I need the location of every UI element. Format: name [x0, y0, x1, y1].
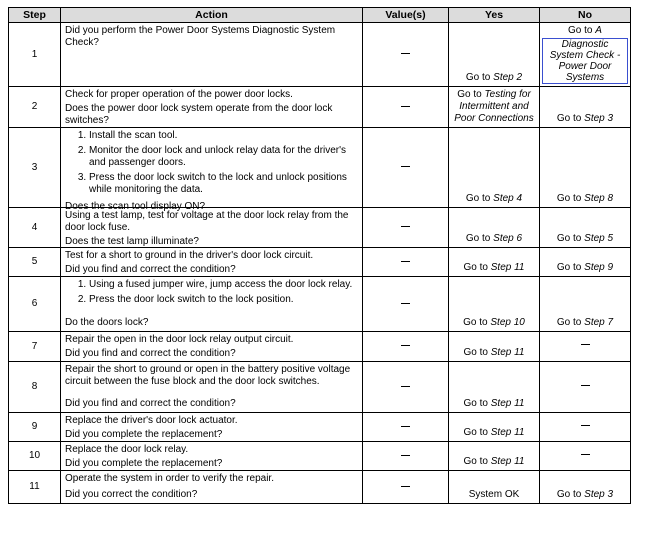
no-cell: [540, 87, 631, 128]
action-instructions: [65, 473, 358, 485]
value-cell: [363, 248, 449, 277]
action-instructions: [65, 210, 358, 234]
action-cell: [61, 413, 363, 442]
action-instructions: [65, 89, 358, 101]
yes-text: System OK: [468, 489, 520, 500]
action-cell: [61, 332, 363, 362]
dash-cell: [581, 340, 590, 351]
action-content: [65, 415, 358, 439]
action-text: Repair the short to ground or open in the battery positive voltage circuit between the fuse block and the door lock switches.: [65, 364, 351, 387]
yes-prefix: Go to: [463, 317, 491, 328]
table-row: [9, 442, 631, 471]
header-action: Action: [61, 8, 363, 23]
dash-line: [401, 226, 410, 227]
action-content: [65, 25, 358, 82]
action-content: [65, 364, 358, 410]
action-instructions: [65, 279, 358, 309]
action-cell: [61, 362, 363, 413]
action-question: Did you correct the condition?: [65, 489, 198, 500]
action-cell: [61, 128, 363, 212]
table-row: [9, 332, 631, 362]
value-cell: [363, 23, 449, 87]
action-text: Did you perform the Power Door Systems Diagnostic System Check?: [65, 25, 336, 48]
table-row: [9, 277, 631, 332]
step-number: 3: [9, 128, 61, 208]
yes-cell: [449, 362, 540, 413]
action-list-item: 1. Install the scan tool.: [89, 130, 358, 142]
yes-prefix: Go to: [463, 456, 491, 467]
step-number: 11: [9, 471, 61, 504]
dash-cell: [401, 162, 410, 173]
yes-step-link[interactable]: Step 11: [490, 427, 525, 438]
action-text: Replace the driver's door lock actuator.: [65, 415, 238, 426]
action-content: [65, 89, 358, 125]
diagnostic-table: [8, 7, 631, 504]
action-instructions: [65, 415, 358, 427]
action-text: Replace the door lock relay.: [65, 444, 189, 455]
header-values: Value(s): [363, 8, 449, 23]
dash-line: [401, 426, 410, 427]
table-row: [9, 413, 631, 442]
step-number: 9: [9, 413, 61, 442]
action-list-item: 3. Press the door lock switch to the lock and unlock positions while monitoring the data.: [89, 172, 358, 196]
yes-step-link[interactable]: Step 11: [490, 456, 525, 467]
action-question: Did you find and correct the condition?: [65, 398, 236, 409]
header-step: Step: [9, 8, 61, 23]
yes-cell: [449, 87, 540, 128]
table-row: [9, 248, 631, 277]
no-step-link[interactable]: Step 8: [584, 193, 614, 204]
action-text: Using a test lamp, test for voltage at the door lock relay from the door lock fuse.: [65, 210, 349, 233]
action-question: Does the test lamp illuminate?: [65, 236, 199, 247]
table-row: [9, 87, 631, 128]
no-cell: [540, 413, 631, 442]
yes-step-link[interactable]: Step 4: [493, 193, 523, 204]
dash-line: [401, 166, 410, 167]
yes-step-link[interactable]: Step 6: [493, 233, 523, 244]
dash-cell: [581, 449, 590, 460]
no-prefix: Go to: [556, 317, 585, 328]
action-cell: [61, 248, 363, 277]
action-question: Did you complete the replacement?: [65, 429, 223, 440]
action-text: Operate the system in order to verify the repair.: [65, 473, 274, 484]
action-cell: [61, 471, 363, 504]
dash-cell: [401, 381, 410, 392]
header-row: [9, 8, 631, 23]
yes-cell: [449, 128, 540, 208]
action-list-item: 1. Using a fused jumper wire, jump access the door lock relay.: [89, 279, 358, 291]
yes-prefix: Go to: [463, 347, 491, 358]
value-cell: [363, 442, 449, 471]
yes-cell: [449, 277, 540, 332]
no-prefix: Go to: [556, 489, 585, 500]
value-cell: [363, 128, 449, 208]
dash-cell: [401, 450, 410, 461]
dash-line: [401, 106, 410, 107]
action-question: Did you complete the replacement?: [65, 458, 223, 469]
yes-cell: [449, 332, 540, 362]
dash-line: [581, 344, 590, 345]
yes-step-link[interactable]: Step 11: [490, 262, 525, 273]
yes-prefix: Go to: [465, 72, 494, 83]
no-cell: [540, 208, 631, 248]
dash-cell: [401, 222, 410, 233]
action-instructions: [65, 250, 358, 262]
dash-line: [401, 345, 410, 346]
no-cell: [540, 442, 631, 471]
action-cell: [61, 87, 363, 128]
step-number: 1: [9, 23, 61, 87]
dash-line: [401, 53, 410, 54]
no-cell: [540, 23, 631, 87]
dash-cell: [401, 481, 410, 492]
dash-line: [581, 425, 590, 426]
value-cell: [363, 87, 449, 128]
action-content: [65, 473, 358, 501]
no-step-link[interactable]: Step 9: [584, 262, 614, 273]
table-row: [9, 208, 631, 248]
yes-prefix: Go to: [463, 262, 491, 273]
action-cell: [61, 277, 363, 332]
action-question: Does the power door lock system operate from the door lock switches?: [65, 103, 333, 126]
no-prefix: Go to: [568, 25, 596, 36]
action-instructions: [65, 130, 358, 199]
no-step-link[interactable]: Step 3: [584, 113, 614, 124]
action-text: Repair the open in the door lock relay output circuit.: [65, 334, 294, 345]
yes-prefix: Go to: [465, 233, 494, 244]
step-number: 7: [9, 332, 61, 362]
table-row: [9, 23, 631, 87]
no-prefix: Go to: [556, 233, 585, 244]
action-content: [65, 444, 358, 468]
action-instructions: [65, 334, 358, 346]
yes-step-link[interactable]: Testing for Intermittent and Poor Connections: [454, 89, 534, 124]
action-content: [65, 250, 358, 274]
action-question: Did you find and correct the condition?: [65, 348, 236, 359]
table-row: [9, 362, 631, 413]
yes-prefix: Go to: [463, 427, 491, 438]
value-cell: [363, 362, 449, 413]
action-instructions: [65, 444, 358, 456]
yes-step-link[interactable]: Step 10: [490, 317, 525, 328]
no-step-link[interactable]: Step 7: [584, 317, 614, 328]
no-cell: [540, 362, 631, 413]
action-cell: [61, 208, 363, 248]
action-cell: [61, 23, 363, 87]
action-list-item: 2. Press the door lock switch to the lock position.: [89, 294, 358, 306]
action-instructions: [65, 25, 358, 49]
dash-cell: [401, 256, 410, 267]
table-row: [9, 471, 631, 504]
no-prefix: Go to: [556, 193, 585, 204]
yes-prefix: Go to: [463, 398, 491, 409]
dash-line: [401, 486, 410, 487]
step-number: 6: [9, 277, 61, 332]
action-text: Test for a short to ground in the driver's door lock circuit.: [65, 250, 314, 261]
value-cell: [363, 208, 449, 248]
action-question: Did you find and correct the condition?: [65, 264, 236, 275]
no-cell: [540, 128, 631, 208]
action-content: [65, 279, 358, 329]
dash-line: [581, 454, 590, 455]
action-cell: [61, 442, 363, 471]
no-cell: [540, 471, 631, 504]
yes-step-link[interactable]: Step 11: [490, 347, 525, 358]
yes-cell: [449, 248, 540, 277]
no-procedure-link[interactable]: Diagnostic System Check - Power Door Systems: [542, 38, 628, 84]
action-list: [65, 279, 358, 306]
yes-cell: [449, 413, 540, 442]
step-number: 4: [9, 208, 61, 248]
yes-cell: [449, 208, 540, 248]
header-no: No: [540, 8, 631, 23]
dash-line: [401, 386, 410, 387]
no-step-link[interactable]: A: [595, 25, 602, 36]
dash-line: [401, 303, 410, 304]
step-number: 10: [9, 442, 61, 471]
no-prefix: Go to: [556, 262, 585, 273]
action-text: Check for proper operation of the power door locks.: [65, 89, 293, 100]
step-number: 8: [9, 362, 61, 413]
step-number: 5: [9, 248, 61, 277]
yes-cell: [449, 23, 540, 87]
value-cell: [363, 413, 449, 442]
action-question: Do the doors lock?: [65, 317, 149, 328]
action-content: [65, 210, 358, 245]
yes-cell: [449, 442, 540, 471]
no-step-link[interactable]: Step 3: [584, 489, 614, 500]
no-step-link[interactable]: Step 5: [584, 233, 614, 244]
dash-cell: [401, 49, 410, 60]
dash-cell: [581, 420, 590, 431]
no-cell: [540, 332, 631, 362]
action-question: Does the scan tool display ON?: [65, 201, 206, 212]
action-content: [65, 334, 358, 359]
value-cell: [363, 277, 449, 332]
dash-line: [401, 455, 410, 456]
yes-cell: [449, 471, 540, 504]
yes-step-link[interactable]: Step 11: [490, 398, 525, 409]
dash-cell: [401, 341, 410, 352]
header-yes: Yes: [449, 8, 540, 23]
value-cell: [363, 332, 449, 362]
dash-line: [581, 385, 590, 386]
table-row: [9, 128, 631, 208]
value-cell: [363, 471, 449, 504]
dash-cell: [581, 380, 590, 391]
action-list: [65, 130, 358, 196]
dash-cell: [401, 421, 410, 432]
yes-prefix: Go to: [465, 193, 494, 204]
no-cell: [540, 248, 631, 277]
dash-cell: [401, 298, 410, 309]
no-cell: [540, 277, 631, 332]
dash-cell: [401, 101, 410, 112]
yes-prefix: Go to: [457, 89, 485, 100]
action-list-item: 2. Monitor the door lock and unlock relay data for the driver's and passenger doors.: [89, 145, 358, 169]
yes-step-link[interactable]: Step 2: [493, 72, 523, 83]
action-instructions: [65, 364, 358, 388]
action-content: [65, 130, 358, 212]
dash-line: [401, 261, 410, 262]
no-prefix: Go to: [556, 113, 585, 124]
step-number: 2: [9, 87, 61, 128]
